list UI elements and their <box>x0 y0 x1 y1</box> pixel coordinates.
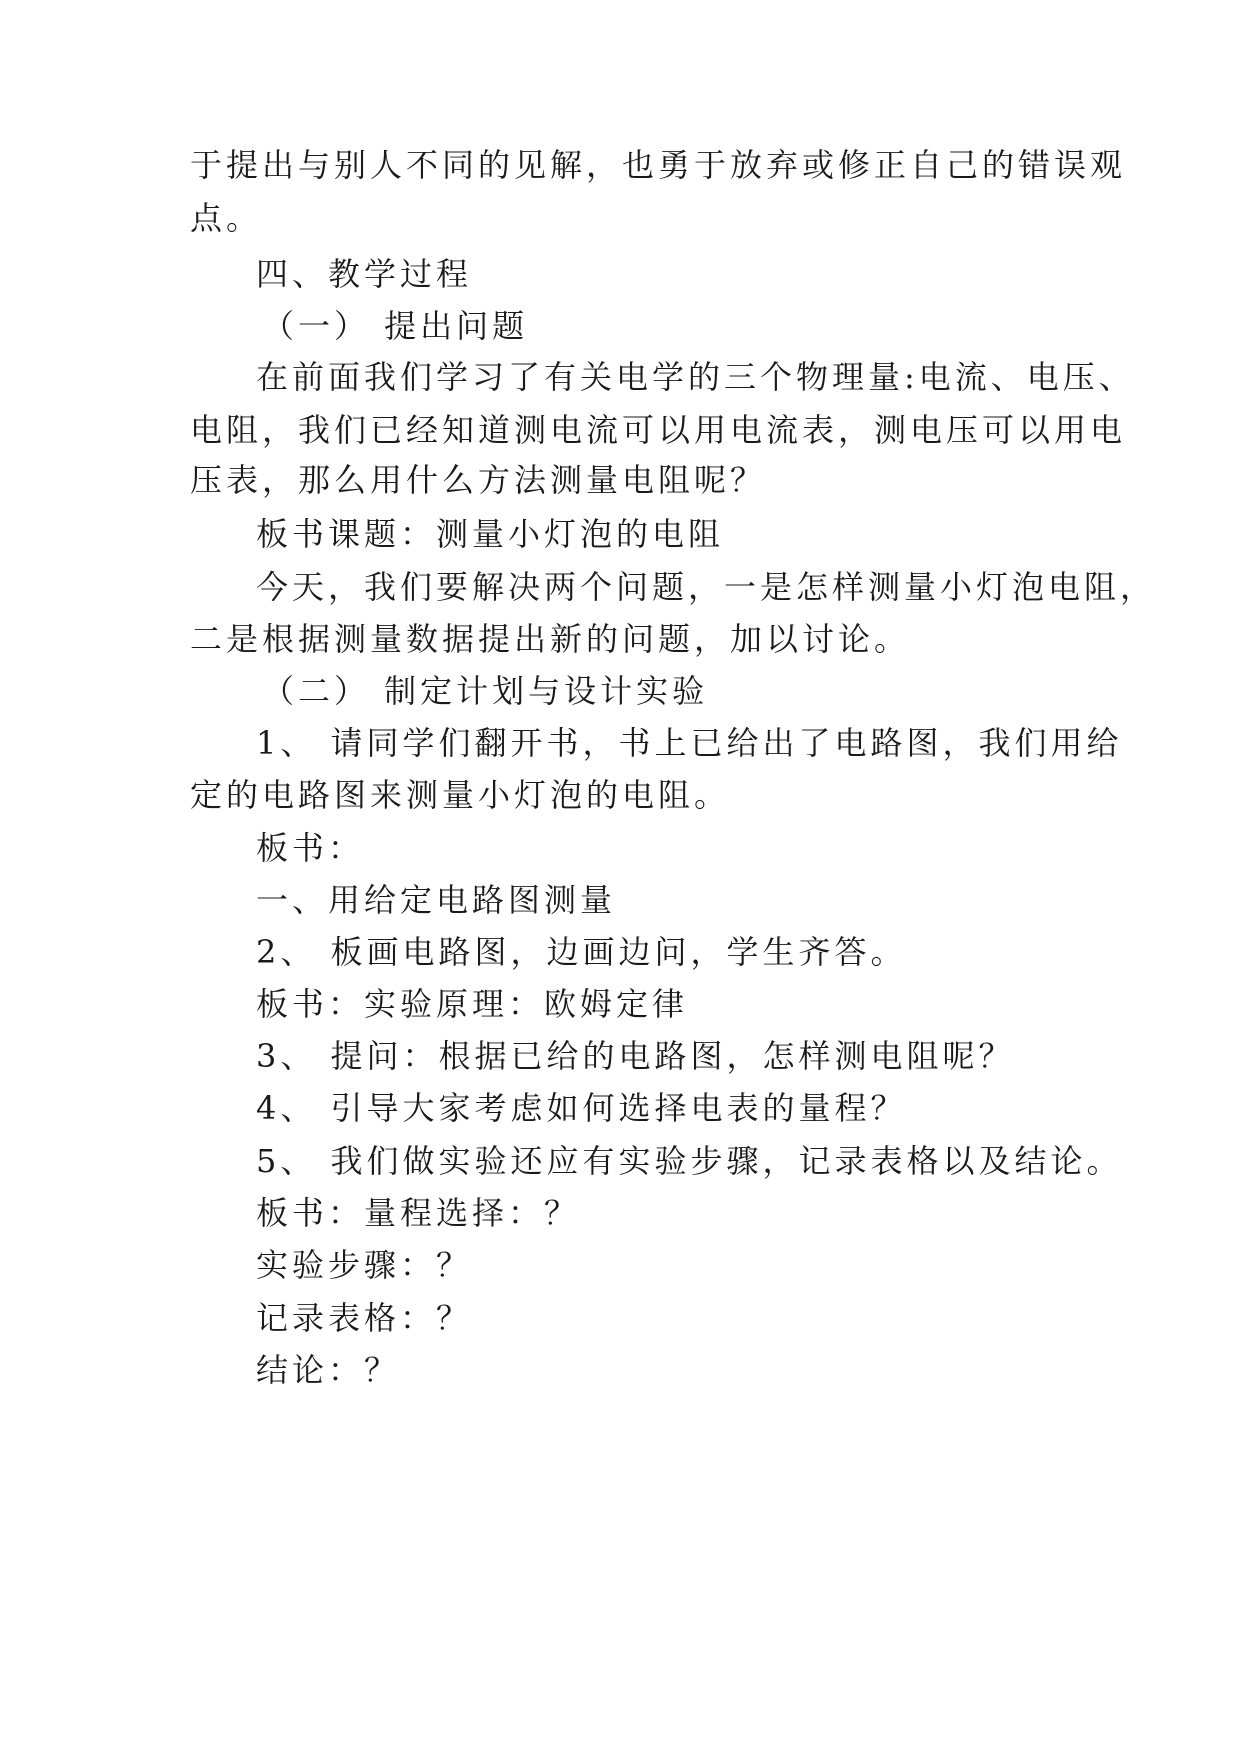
list-item: 1、 请同学们翻开书，书上已给出了电路图，我们用给 <box>256 724 1123 762</box>
list-item: 4、 引导大家考虑如何选择电表的量程？ <box>256 1089 907 1127</box>
paragraph-line: 于提出与别人不同的见解，也勇于放弃或修正自己的错误观 <box>190 146 1127 184</box>
paragraph-line: 板书课题：测量小灯泡的电阻 <box>256 515 725 553</box>
paragraph-line: 点。 <box>190 199 263 237</box>
subsection-heading: （一） 提出问题 <box>262 307 529 345</box>
paragraph-line: 压表，那么用什么方法测量电阻呢？ <box>190 461 767 499</box>
paragraph-line: 板书：量程选择：？ <box>256 1194 581 1232</box>
paragraph-line: 二是根据测量数据提出新的问题，加以讨论。 <box>190 620 911 658</box>
paragraph-line: 实验步骤：？ <box>256 1246 473 1284</box>
section-heading: 四、教学过程 <box>256 255 473 293</box>
paragraph-line: 板书： <box>256 829 365 867</box>
list-item: 2、 板画电路图，边画边问，学生齐答。 <box>256 933 907 971</box>
paragraph-line: 结论：？ <box>256 1351 401 1389</box>
paragraph-line: 定的电路图来测量小灯泡的电阻。 <box>190 776 731 814</box>
paragraph-line: 一、用给定电路图测量 <box>256 881 617 919</box>
list-item: 3、 提问：根据已给的电路图，怎样测电阻呢？ <box>256 1037 1015 1075</box>
list-item: 5、 我们做实验还应有实验步骤，记录表格以及结论。 <box>256 1142 1123 1180</box>
paragraph-line: 板书：实验原理：欧姆定律 <box>256 985 689 1023</box>
paragraph-line: 电阻，我们已经知道测电流可以用电流表，测电压可以用电 <box>190 411 1127 449</box>
paragraph-line: 在前面我们学习了有关电学的三个物理量:电流、电压、 <box>256 358 1135 396</box>
paragraph-line: 记录表格：？ <box>256 1299 473 1337</box>
paragraph-line: 今天，我们要解决两个问题，一是怎样测量小灯泡电阻， <box>256 568 1157 606</box>
subsection-heading: （二） 制定计划与设计实验 <box>262 672 709 710</box>
